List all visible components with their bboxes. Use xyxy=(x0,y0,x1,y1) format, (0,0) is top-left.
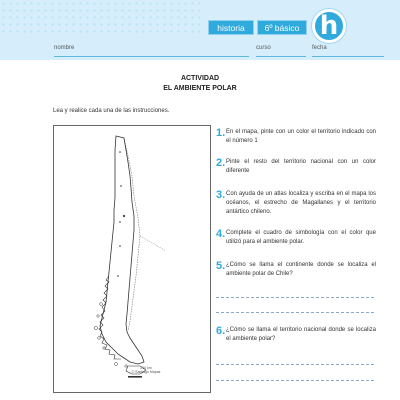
dot-pattern xyxy=(0,0,200,36)
field-name-line[interactable] xyxy=(54,56,249,57)
instructions-text: Lea y realice cada una de las instrucciones. xyxy=(53,108,170,114)
subject-tag: historia xyxy=(208,20,254,35)
activity-subtitle: EL AMBIENTE POLAR xyxy=(163,85,237,92)
field-name-label: nombre xyxy=(54,45,75,51)
field-course-line[interactable] xyxy=(256,56,306,57)
h-logo-icon: h xyxy=(312,9,346,43)
answer-line-6a[interactable] xyxy=(216,364,374,365)
grade-tag: 6º básico xyxy=(257,20,307,35)
chile-outline-icon xyxy=(54,126,212,394)
answer-line-6b[interactable] xyxy=(216,380,374,381)
answer-line-5b[interactable] xyxy=(216,312,374,313)
field-date-line[interactable] xyxy=(312,56,384,57)
answer-line-5a[interactable] xyxy=(216,297,374,298)
field-course-label: curso xyxy=(256,45,271,51)
activity-title: ACTIVIDAD xyxy=(180,75,220,82)
chile-map xyxy=(53,125,211,393)
student-fields xyxy=(54,44,384,58)
field-date-label: fecha xyxy=(312,45,327,51)
map-credit: 200 km © Santiago Mapas xyxy=(131,366,161,374)
